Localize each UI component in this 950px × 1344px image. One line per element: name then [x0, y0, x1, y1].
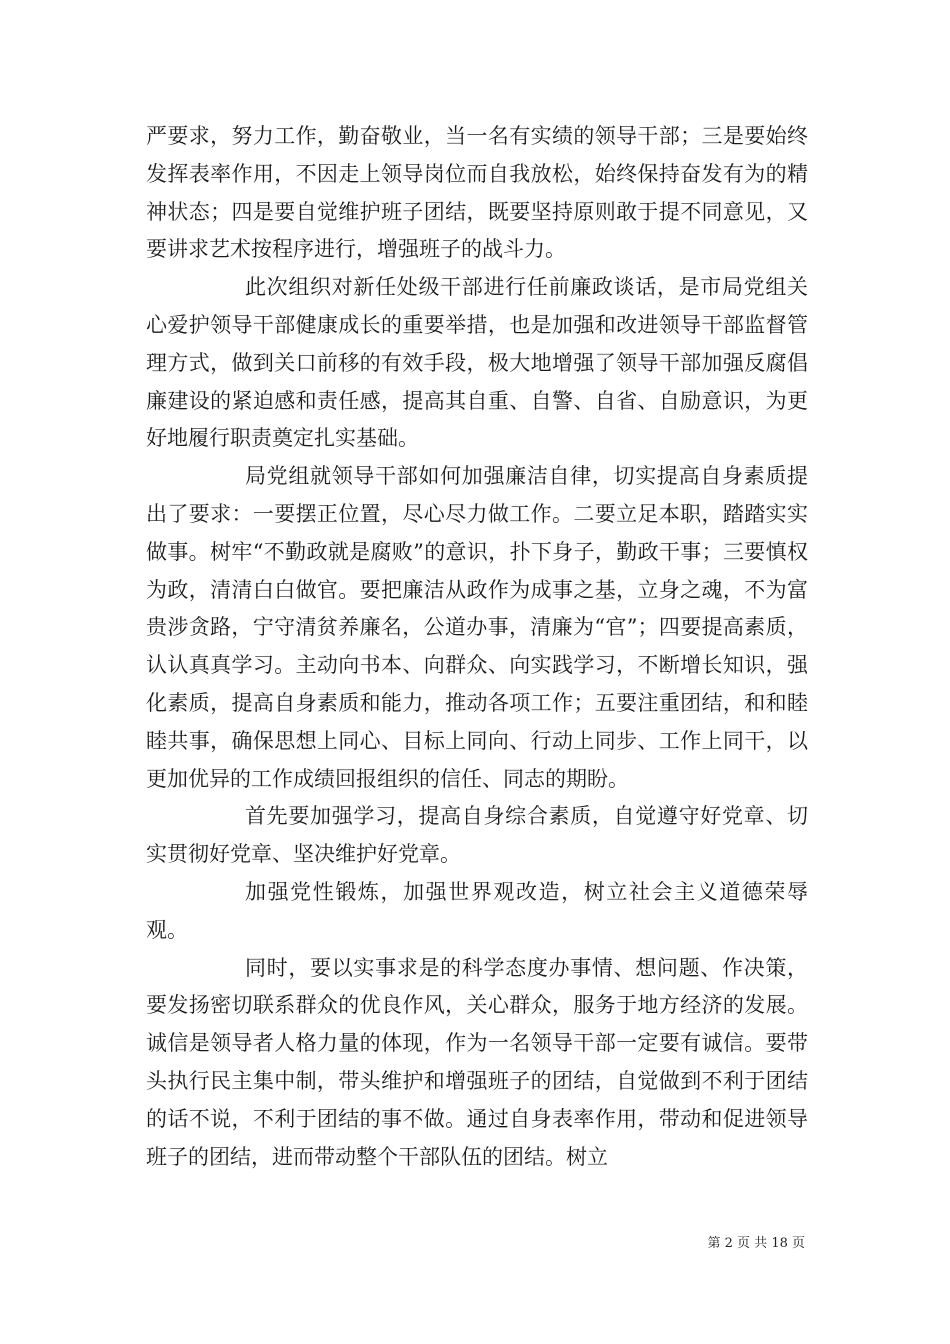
page-number-footer: 第 2 页 共 18 页	[707, 1236, 805, 1251]
paragraph-2: 此次组织对新任处级干部进行任前廉政谈话，是市局党组关心爱护领导干部健康成长的重要举措，也是加强和改进领导干部监督管理方式，做到关口前移的有效手段，极大地增强了领导干部加强反腐倡廉建设的紧迫感和责任感，提高其自重、自警、自省、自励意识，为更好地履行职责奠定扎实基础。	[146, 275, 808, 451]
paragraph-6: 同时，要以实事求是的科学态度办事情、想问题、作决策，要发扬密切联系群众的优良作风，关心群众，服务于地方经济的发展。诚信是领导者人格力量的体现，作为一名领导干部一定要有诚信。要带头执行民主集中制，带头维护和增强班子的团结，自觉做到不利于团结的话不说，不利于团结的事不做。通过自身表率作用，带动和促进领导班子的团结，进而带动整个干部队伍的团结。树立	[146, 955, 808, 1169]
paragraph-4: 首先要加强学习，提高自身综合素质，自觉遵守好党章、切实贯彻好党章、坚决维护好党章。	[146, 804, 808, 867]
paragraph-5: 加强党性锻炼，加强世界观改造，树立社会主义道德荣辱观。	[146, 879, 808, 942]
paragraph-3: 局党组就领导干部如何加强廉洁自律，切实提高自身素质提出了要求：一要摆正位置，尽心尽力做工作。二要立足本职，踏踏实实做事。树牢“不勤政就是腐败”的意识，扑下身子，勤政干事；三要慎权为政，清清白白做官。要把廉洁从政作为成事之基，立身之魂，不为富贵涉贪路，宁守清贫养廉名，公道办事，清廉为“官”；四要提高素质，认认真真学习。主动向书本、向群众、向实践学习，不断增长知识，强化素质，提高自身素质和能力，推动各项工作；五要注重团结，和和睦睦共事，确保思想上同心、目标上同向、行动上同步、工作上同干，以更加优异的工作成绩回报组织的信任、同志的期盼。	[146, 464, 808, 791]
document-body	[146, 118, 808, 1176]
paragraph-1: 严要求，努力工作，勤奋敬业，当一名有实绩的领导干部；三是要始终发挥表率作用，不因走上领导岗位而自我放松，始终保持奋发有为的精神状态；四是要自觉维护班子团结，既要坚持原则敢于提不同意见，又要讲求艺术按程序进行，增强班子的战斗力。	[146, 124, 808, 262]
